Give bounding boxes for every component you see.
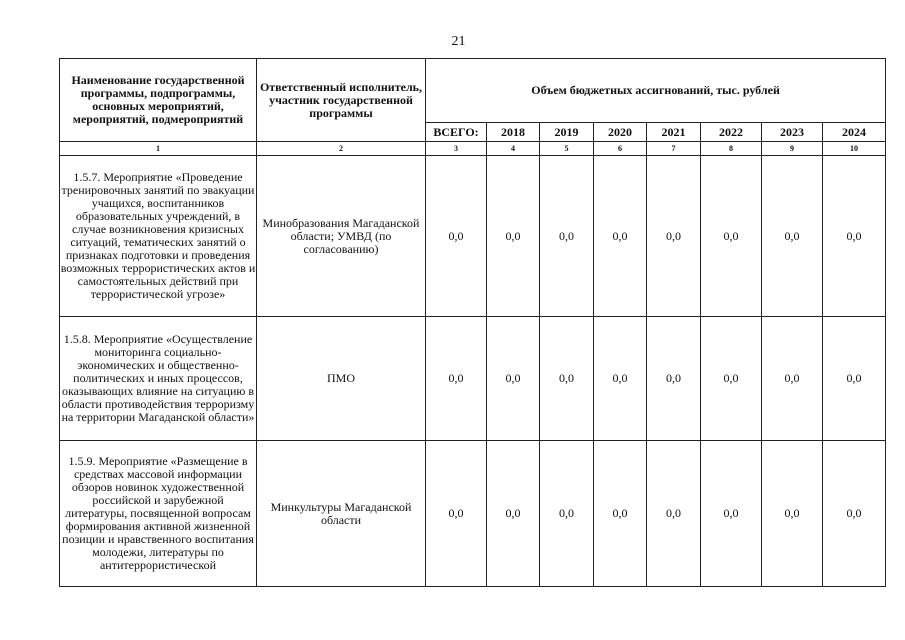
- value-2024: 0,0: [823, 156, 886, 317]
- value-total: 0,0: [426, 441, 487, 587]
- column-number: 8: [701, 142, 762, 156]
- column-number: 10: [823, 142, 886, 156]
- table-row: [60, 441, 886, 587]
- value-2019: 0,0: [540, 441, 594, 587]
- column-number: 6: [594, 142, 647, 156]
- header-year: 2024: [823, 123, 886, 142]
- value-2020: 0,0: [594, 441, 647, 587]
- header-budget-column: Объем бюджетных ассигнований, тыс. рублей: [426, 59, 886, 123]
- budget-table: [59, 58, 886, 587]
- value-2023: 0,0: [762, 317, 823, 441]
- header-year: 2023: [762, 123, 823, 142]
- value-2020: 0,0: [594, 156, 647, 317]
- value-2022: 0,0: [701, 441, 762, 587]
- page-number: 21: [451, 34, 466, 49]
- value-2018: 0,0: [487, 156, 540, 317]
- header-year: 2019: [540, 123, 594, 142]
- header-year: 2018: [487, 123, 540, 142]
- value-2021: 0,0: [647, 317, 701, 441]
- column-number: 9: [762, 142, 823, 156]
- column-number: 7: [647, 142, 701, 156]
- value-2019: 0,0: [540, 156, 594, 317]
- value-2021: 0,0: [647, 441, 701, 587]
- column-number: 3: [426, 142, 487, 156]
- activity-name: 1.5.8. Мероприятие «Осуществление мониторинга социально-экономических и общественно-политических и иных процессов, оказывающих влияние на ситуацию в области противодействия терроризму на территории Магаданской области»: [60, 317, 257, 441]
- table-row: [60, 317, 886, 441]
- header-year-total: ВСЕГО:: [426, 123, 487, 142]
- executor: ПМО: [257, 317, 426, 441]
- column-number: 4: [487, 142, 540, 156]
- activity-name: 1.5.9. Мероприятие «Размещение в средствах массовой информации обзоров новинок художественной российской и зарубежной литературы, посвященной вопросам формирования активной жизненной позиции и нравственного воспитания молодежи, литературы по антитеррористической: [60, 441, 257, 587]
- column-number: 5: [540, 142, 594, 156]
- header-year: 2021: [647, 123, 701, 142]
- value-2023: 0,0: [762, 156, 823, 317]
- value-2021: 0,0: [647, 156, 701, 317]
- header-executor-column: Ответственный исполнитель, участник государственной программы: [257, 59, 426, 142]
- header-name-column: Наименование государственной программы, подпрограммы, основных мероприятий, мероприятий, подмероприятий: [60, 59, 257, 142]
- header-year: 2022: [701, 123, 762, 142]
- value-2023: 0,0: [762, 441, 823, 587]
- executor: Минкультуры Магаданской области: [257, 441, 426, 587]
- table-row: [60, 156, 886, 317]
- value-2018: 0,0: [487, 317, 540, 441]
- value-2024: 0,0: [823, 317, 886, 441]
- column-number: 1: [60, 142, 257, 156]
- header-year: 2020: [594, 123, 647, 142]
- column-number: 2: [257, 142, 426, 156]
- activity-name: 1.5.7. Мероприятие «Проведение тренировочных занятий по эвакуации учащихся, воспитанников образовательных учреждений, в случае возникновения кризисных ситуаций, тематических занятий о признаках подготовки и проведения возможных террористических актов и самостоятельных действий при террористической угрозе»: [60, 156, 257, 317]
- value-total: 0,0: [426, 317, 487, 441]
- executor: Минобразования Магаданской области; УМВД (по согласованию): [257, 156, 426, 317]
- value-2024: 0,0: [823, 441, 886, 587]
- value-2022: 0,0: [701, 156, 762, 317]
- value-2020: 0,0: [594, 317, 647, 441]
- value-total: 0,0: [426, 156, 487, 317]
- value-2018: 0,0: [487, 441, 540, 587]
- value-2019: 0,0: [540, 317, 594, 441]
- value-2022: 0,0: [701, 317, 762, 441]
